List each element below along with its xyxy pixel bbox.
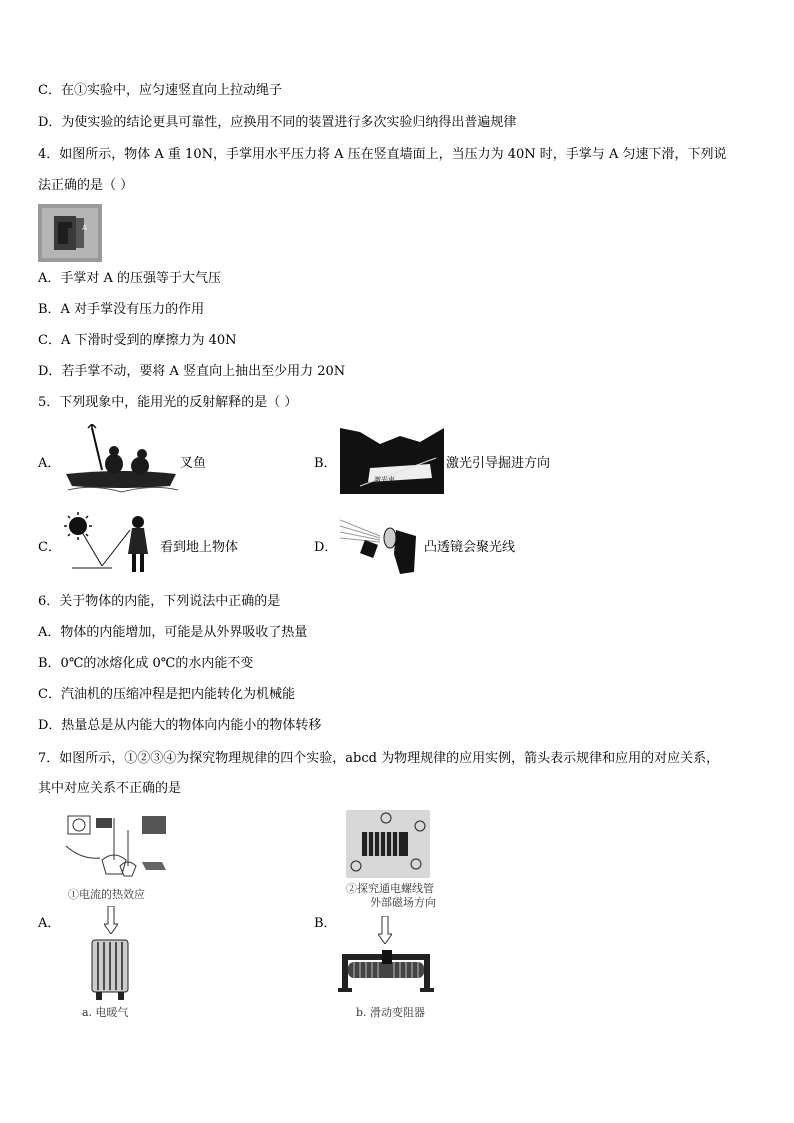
q7-a-down-arrow: [104, 906, 118, 934]
q4-stem-line1: 4．如图所示，物体 A 重 10N，手掌用水平压力将 A 压在竖直墙面上，当压力为 40N 时，手掌与 A 匀速下滑，下列说: [38, 147, 727, 162]
q4-figure-label: A: [82, 224, 88, 232]
q5-option-c-caption: 看到地上物体: [160, 540, 239, 555]
q5-option-c-label: C．: [38, 540, 61, 555]
option-c-prev: C．在①实验中，应匀速竖直向上拉动绳子: [38, 83, 282, 98]
q5-stem: 5．下列现象中，能用光的反射解释的是（ ）: [38, 395, 298, 410]
q4-option-c: C．A 下滑时受到的摩擦力为 40N: [38, 333, 237, 348]
option-d-prev: D．为使实验的结论更具可靠性，应换用不同的装置进行多次实验归纳得出普遍规律: [38, 115, 517, 130]
q7-a-experiment-caption: ①电流的热效应: [68, 888, 145, 901]
q5-option-d-caption: 凸透镜会聚光线: [424, 540, 516, 555]
q4-option-b: B．A 对手掌没有压力的作用: [38, 302, 205, 317]
q5-option-a-caption: 叉鱼: [180, 456, 207, 471]
q7-b-application-caption: b. 滑动变阻器: [356, 1006, 426, 1019]
q5-option-b-label: B．: [314, 456, 337, 471]
q4-figure: [38, 204, 102, 262]
q5-tunnel-laser-image: [340, 428, 444, 494]
q7-a-heater-image: [88, 936, 132, 1002]
q4-stem-line2: 法正确的是（ ）: [38, 178, 134, 193]
q7-b-experiment-caption-line1: ②探究通电螺线管: [346, 882, 434, 895]
q7-b-experiment-caption-line2: 外部磁场方向: [370, 896, 436, 909]
q6-option-a: A．物体的内能增加，可能是从外界吸收了热量: [38, 625, 308, 640]
q6-option-b: B．0℃的冰熔化成 0℃的水内能不变: [38, 656, 254, 671]
q6-option-d: D．热量总是从内能大的物体向内能小的物体转移: [38, 718, 322, 733]
q7-stem-line2: 其中对应关系不正确的是: [38, 781, 182, 796]
q7-a-application-caption: a. 电暖气: [82, 1006, 129, 1019]
q4-option-a: A．手掌对 A 的压强等于大气压: [38, 271, 222, 286]
q7-b-experiment-image: [346, 810, 430, 878]
q5-laser-label: 激光束: [374, 476, 395, 484]
q5-sun-girl-image: [62, 510, 160, 578]
q7-option-a-label: A．: [38, 916, 61, 931]
q4-option-d: D．若手掌不动，要将 A 竖直向上抽出至少用力 20N: [38, 364, 346, 379]
q5-option-a-label: A．: [38, 456, 61, 471]
q7-stem-line1: 7．如图所示，①②③④为探究物理规律的四个实验，abcd 为物理规律的应用实例，箭头表示规律和应用的对应关系，: [38, 751, 720, 766]
q6-stem: 6．关于物体的内能，下列说法中正确的是: [38, 594, 281, 609]
q7-b-down-arrow: [378, 916, 392, 944]
q5-option-b-caption: 激光引导掘进方向: [446, 456, 551, 471]
q5-lens-image: [340, 514, 424, 576]
q6-option-c: C．汽油机的压缩冲程是把内能转化为机械能: [38, 687, 295, 702]
q5-fishing-image: [62, 424, 180, 494]
q7-option-b-label: B．: [314, 916, 337, 931]
q7-b-rheostat-image: [338, 946, 434, 996]
q7-a-experiment-image: [62, 810, 170, 884]
q5-option-d-label: D．: [314, 540, 338, 555]
